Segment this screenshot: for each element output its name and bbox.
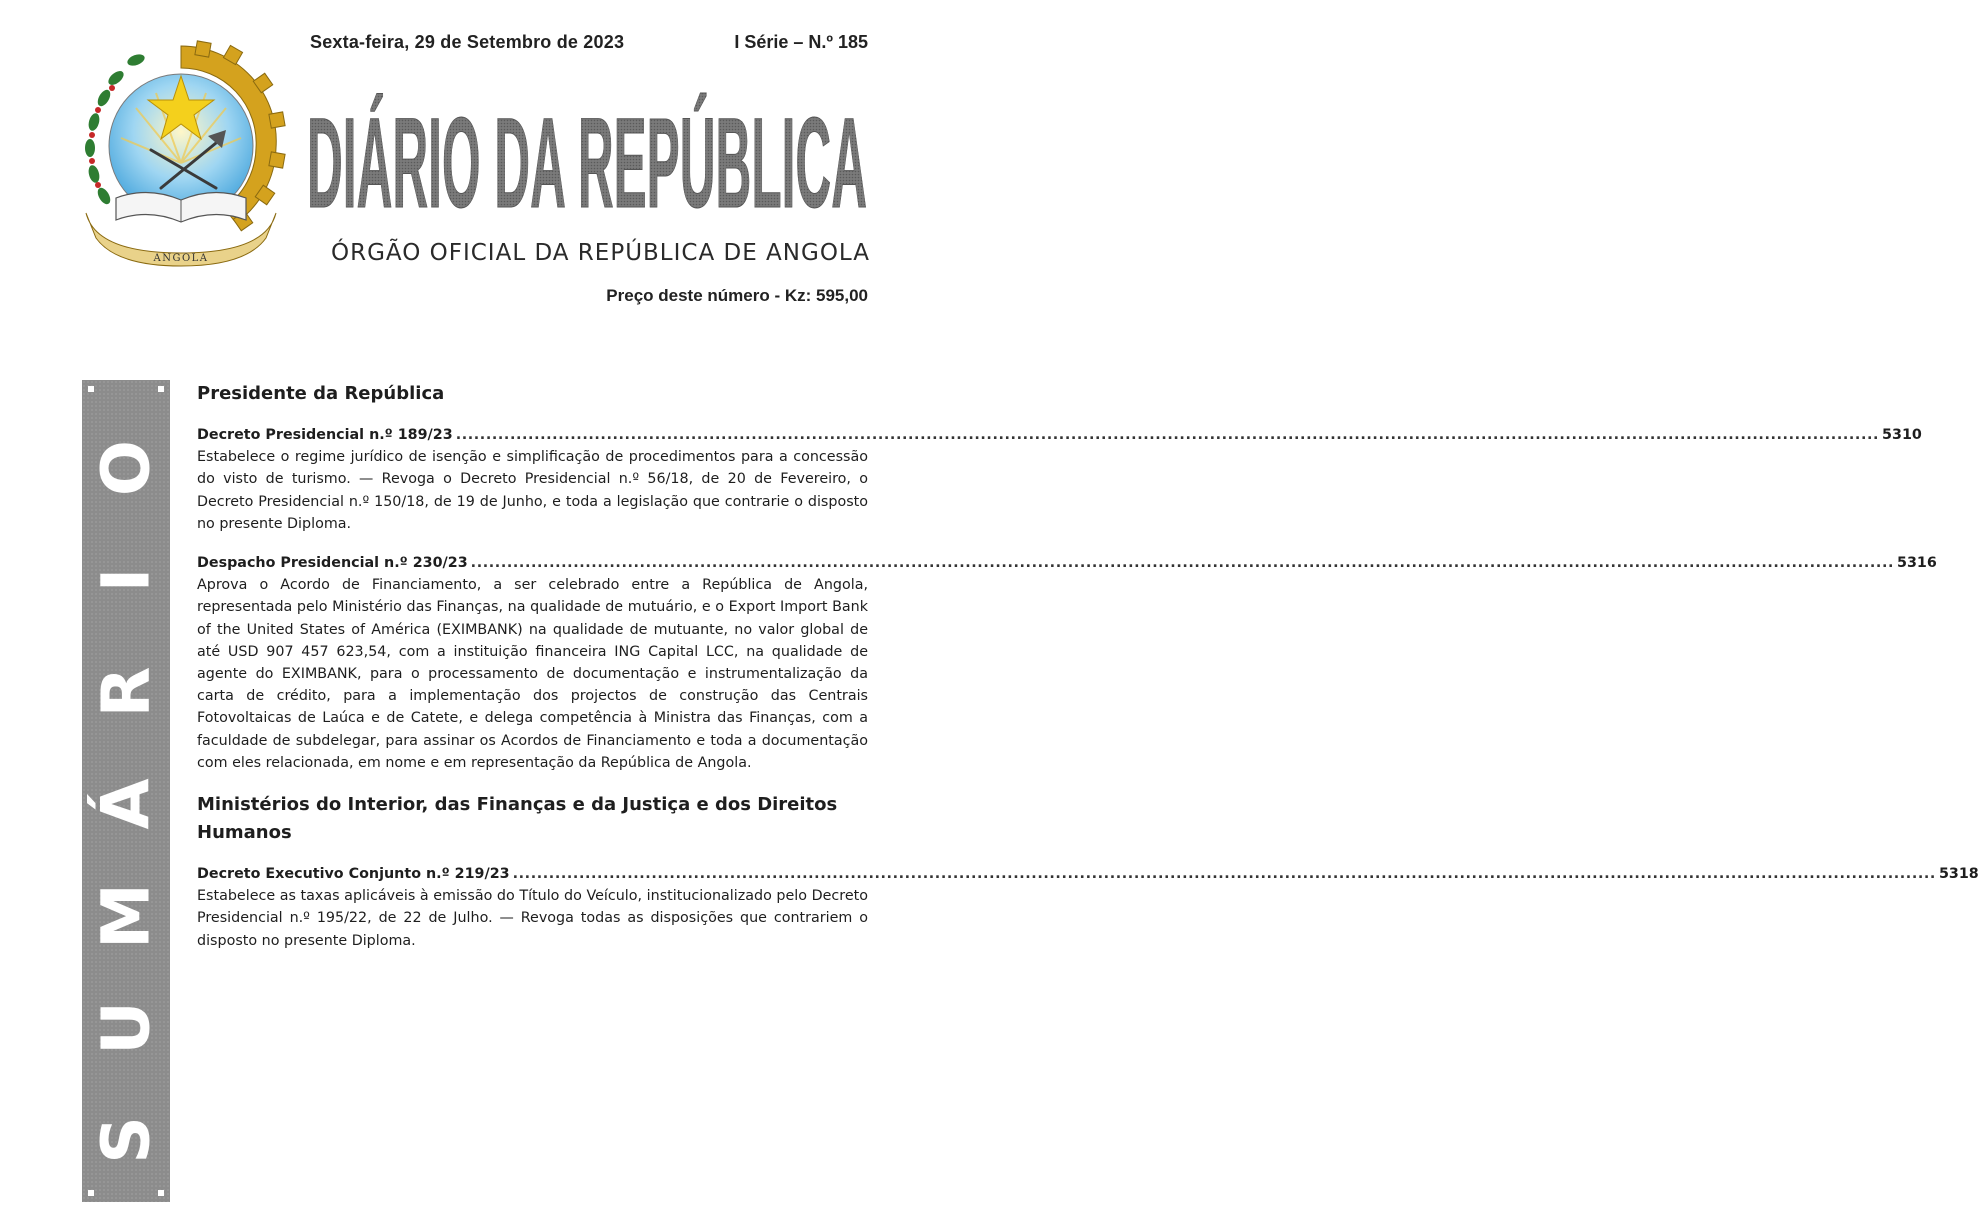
summary-content <box>197 380 1979 969</box>
sidebar-letter: Á <box>87 778 165 830</box>
entry-page-number[interactable]: 5310 <box>1882 427 1922 443</box>
dot-leader <box>471 552 1894 574</box>
entry-name[interactable]: Despacho Presidencial n.º 230/23 <box>197 555 468 572</box>
entry-name[interactable]: Decreto Presidencial n.º 189/23 <box>197 427 453 443</box>
entry-heading[interactable] <box>197 552 1937 574</box>
entry-description: Aprova o Acordo de Financiamento, a ser celebrado entre a República de Angola, representada pelo Ministério das Finanças, na qualidade de mutuário, e o Export Import Bank of the United States of América (EXIMBANK) na qualidade de mutuante, no valor global de até USD 907 457 623,54, com a instituição financeira ING Capital LCC, na qualidade de agente do EXIMBANK, para o processamento de documentação e instrumentalização da carta de crédito, para a implementação dos projectos de construção das Centrais Fotovoltaicas de Laúca e de Catete, e delega competência à Ministra das Finanças, com a faculdade de subdelegar, para assinar os Acordos de Financiamento e toda a documentação com eles relacionada, em nome e em representação da República de Angola. <box>197 577 868 771</box>
section-title: Presidente da República <box>197 383 445 404</box>
dot-leader <box>513 863 1936 885</box>
entry-heading[interactable] <box>197 863 1979 885</box>
sidebar-letter: I <box>87 567 165 593</box>
date-line: Sexta-feira, 29 de Setembro de 2023 <box>310 32 625 52</box>
entry-page-number[interactable]: 5318 <box>1938 866 1979 883</box>
masthead-title-text: DIÁRIO DA REPÚBLICA <box>307 92 867 235</box>
entry-name[interactable]: Decreto Executivo Conjunto n.º 219/23 <box>197 866 510 883</box>
summary-entry <box>197 863 1979 952</box>
dot-leader <box>456 424 1879 446</box>
price-label: Preço deste número - Kz: 595,00 <box>606 286 868 305</box>
summary-entry <box>197 424 1922 535</box>
entry-description: Estabelece as taxas aplicáveis à emissão do Título do Veículo, institucionalizado pelo Decreto Presidencial n.º 195/22, de 22 de Julho. — Revoga todas as disposições que contrariem o disposto no presente Diploma. <box>197 888 868 949</box>
entry-page-number[interactable]: 5316 <box>1897 555 1937 572</box>
sidebar-letter: O <box>87 439 165 497</box>
summary-sidebar <box>82 380 170 1202</box>
coat-of-arms-icon <box>76 38 286 268</box>
entry-heading[interactable] <box>197 424 1922 446</box>
section-title: Ministérios do Interior, das Finanças e da Justiça e dos Direitos Humanos <box>197 794 838 844</box>
sidebar-letter: U <box>87 1001 165 1055</box>
series-number: I Série – N.º 185 <box>734 32 868 52</box>
sidebar-letter: S <box>87 1116 165 1164</box>
svg-text:ANGOLA: ANGOLA <box>153 253 209 264</box>
entry-description: Estabelece o regime jurídico de isenção e simplificação de procedimentos para a concessão do visto de turismo. — Revoga o Decreto Presidencial n.º 56/18, de 20 de Fevereiro, o Decreto Presidencial n.º 150/18, de 19 de Junho, e toda a legislação que contrarie o disposto no presente Diploma. <box>197 449 868 532</box>
subtitle: ÓRGÃO OFICIAL DA REPÚBLICA DE ANGOLA <box>330 240 870 266</box>
sidebar-letter: M <box>87 883 165 949</box>
sidebar-letter: R <box>87 666 165 718</box>
summary-entry <box>197 552 1937 774</box>
masthead-title <box>305 92 870 235</box>
